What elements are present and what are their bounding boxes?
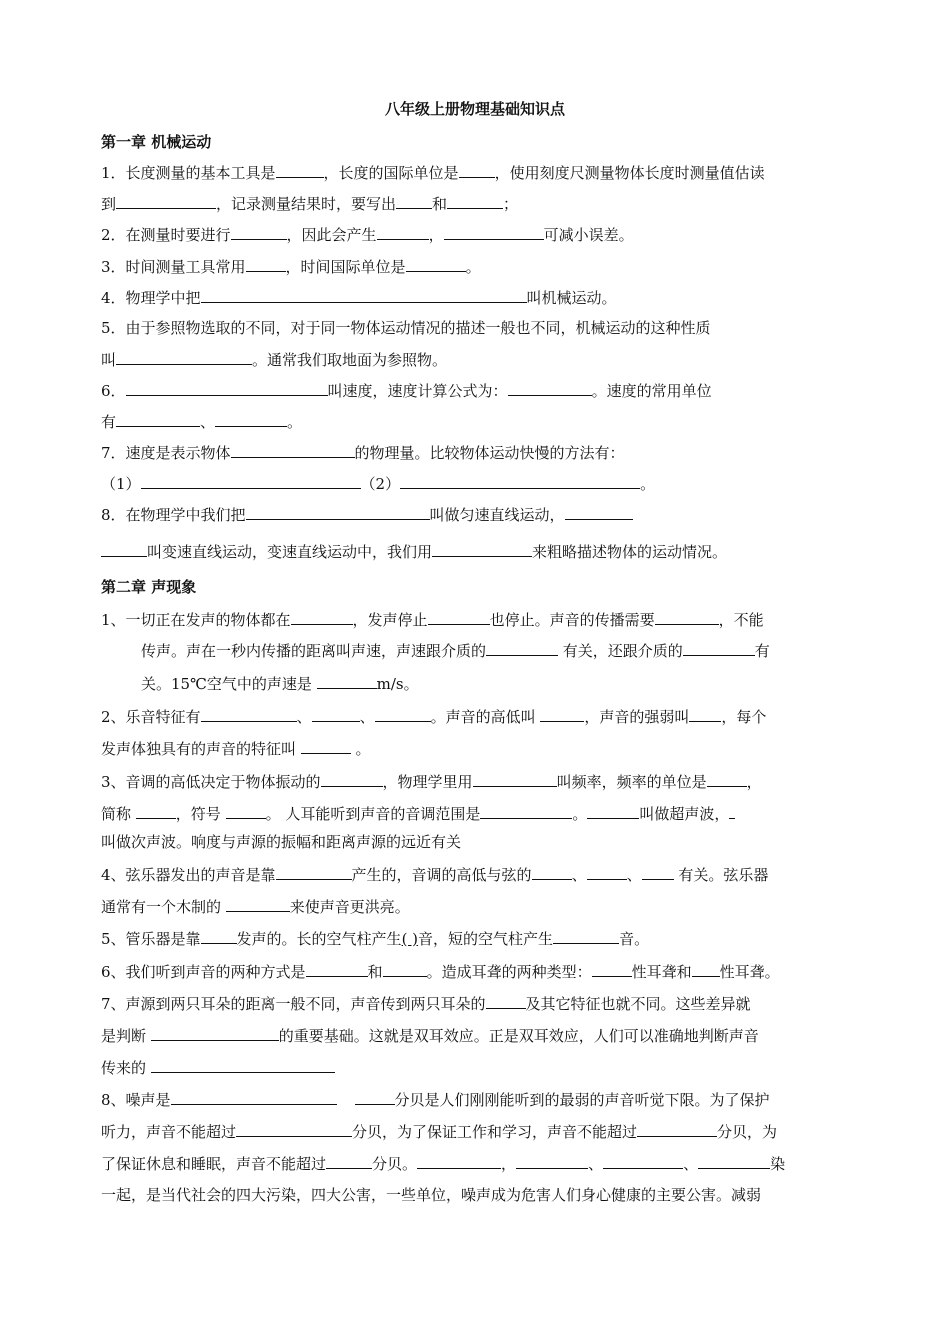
text: 叫做匀速直线运动， (429, 506, 565, 524)
text: 一起，是当代社会的四大污染，四大公害，一些单位，噪声成为危害人们身心健康的主要公害。减弱 (101, 1186, 762, 1204)
text: 。 (640, 475, 656, 493)
text: 传来的 (101, 1059, 151, 1077)
text: 关。15℃空气中的声速是 (141, 675, 317, 693)
answer-blank[interactable] (101, 541, 147, 557)
c2-line-8a (101, 1089, 770, 1110)
text: 。造成耳聋的两种类型： (426, 963, 592, 981)
text: 分贝是人们刚刚能听到的最弱的声音听觉下限。为了保护 (394, 1091, 770, 1109)
text: 和 (367, 963, 383, 981)
text: 的重要基础。这就是双耳效应。正是双耳效应，人们可以准确地判断声音 (278, 1027, 759, 1045)
text: 及其它特征也就不同。这些差异就 (525, 995, 751, 1013)
text: ，因此会产生 (286, 226, 377, 244)
answer-blank[interactable] (116, 193, 216, 209)
answer-blank[interactable] (215, 411, 287, 427)
text: 7、声源到两只耳朵的距离一般不同，声音传到两只耳朵的 (101, 995, 486, 1013)
c2-line-2a (101, 706, 766, 727)
text: 7．速度是表示物体 (101, 444, 231, 462)
text: 、 (359, 708, 375, 726)
text: 和 (432, 195, 448, 213)
text: ， (746, 773, 762, 791)
text: ，物理学里用 (382, 773, 473, 791)
c1-line-2 (101, 224, 634, 245)
text: 产生的，音调的高低与弦的 (351, 866, 532, 884)
text: 4．物理学中把 (101, 289, 201, 307)
text: 2、乐音特征有 (101, 708, 201, 726)
text: ，声音的强弱叫 (584, 708, 690, 726)
text: 8．在物理学中我们把 (101, 506, 246, 524)
c2-line-1c (141, 673, 419, 694)
text: 可减小误差。 (543, 226, 634, 244)
text: 。 (350, 740, 371, 758)
text: 也停止。声音的传播需要 (489, 611, 655, 629)
answer-blank[interactable] (655, 609, 719, 625)
c2-line-3a (101, 771, 762, 792)
text: 1．长度测量的基本工具是 (101, 164, 276, 182)
answer-blank[interactable] (698, 1153, 770, 1169)
answer-blank[interactable] (236, 1121, 352, 1137)
answer-blank[interactable] (312, 706, 360, 722)
text: 。声音的高低叫 (430, 708, 541, 726)
text: 到 (101, 195, 117, 213)
answer-blank[interactable] (276, 864, 352, 880)
answer-blank[interactable] (592, 961, 632, 977)
answer-blank[interactable] (692, 961, 720, 977)
answer-blank[interactable] (201, 287, 527, 303)
text: 、 (200, 413, 216, 431)
answer-blank[interactable] (116, 411, 200, 427)
answer-blank[interactable] (553, 928, 619, 944)
text: 发声体独具有的声音的特征叫 (101, 740, 301, 758)
text: 、 (296, 708, 312, 726)
answer-blank[interactable] (729, 803, 735, 819)
c1-line-8b (101, 541, 727, 562)
text: 、 (571, 866, 587, 884)
text: m/s。 (376, 675, 419, 693)
text: ， (501, 1155, 517, 1173)
c2-line-4a (101, 864, 768, 885)
answer-blank[interactable] (226, 896, 290, 912)
text: 叫 (101, 351, 117, 369)
text: 叫机械运动。 (526, 289, 617, 307)
answer-blank[interactable] (683, 640, 755, 656)
text: ，时间国际单位是 (285, 258, 406, 276)
c1-line-7a (101, 442, 625, 463)
text: 。通常我们取地面为参照物。 (252, 351, 448, 369)
answer-blank[interactable] (417, 1153, 501, 1169)
text: 5、管乐器是靠 (101, 930, 201, 948)
text: 听力，声音不能超过 (101, 1123, 237, 1141)
answer-blank[interactable] (171, 1089, 337, 1105)
c2-line-3b (101, 803, 735, 824)
answer-blank[interactable] (444, 224, 544, 240)
answer-blank[interactable] (151, 1025, 279, 1041)
text: 发声的。长的空气柱产生 (236, 930, 402, 948)
c2-line-1b (141, 640, 770, 661)
text: 3、音调的高低决定于物体振动的 (101, 773, 321, 791)
answer-blank[interactable] (486, 993, 526, 1009)
answer-blank[interactable] (151, 1057, 335, 1073)
c1-line-6b (101, 411, 302, 432)
answer-blank[interactable] (317, 673, 377, 689)
c2-line-5 (101, 928, 649, 949)
text: ，不能 (718, 611, 764, 629)
answer-blank[interactable] (231, 224, 287, 240)
text: 性耳聋和 (631, 963, 692, 981)
text: ，每个 (721, 708, 767, 726)
text: ； (503, 195, 519, 213)
c2-line-8d (101, 1185, 761, 1205)
text: 染 (770, 1155, 786, 1173)
text: 。速度的常用单位 (591, 382, 712, 400)
answer-blank[interactable] (508, 380, 592, 396)
text: 。 (287, 413, 303, 431)
c1-line-7b (101, 473, 655, 494)
answer-blank[interactable] (136, 803, 176, 819)
text: ， (428, 226, 444, 244)
answer-blank[interactable] (516, 1153, 588, 1169)
c1-line-6a (101, 380, 712, 401)
text: 音。 (619, 930, 650, 948)
text: 。 人耳能听到声音的音调范围是 (265, 805, 481, 823)
text: （2） (360, 475, 401, 493)
text: 的物理量。比较物体运动快慢的方法有： (354, 444, 625, 462)
answer-blank[interactable] (126, 380, 328, 396)
text: 4、弦乐器发出的声音是靠 (101, 866, 276, 884)
c1-line-1a (101, 162, 765, 183)
chapter-1-heading: 第一章 机械运动 (101, 133, 212, 151)
answer-blank[interactable] (480, 803, 572, 819)
c1-line-8a (101, 504, 633, 525)
text: 叫变速直线运动，变速直线运动中，我们用 (147, 543, 433, 561)
answer-blank[interactable] (355, 1089, 395, 1105)
text: 2．在测量时要进行 (101, 226, 231, 244)
c2-line-7c (101, 1057, 335, 1078)
text: 音，短的空气柱产生 (418, 930, 554, 948)
text: 有 (101, 413, 117, 431)
text: 叫频率，频率的单位是 (556, 773, 707, 791)
answer-blank[interactable] (383, 961, 427, 977)
text: 叫做超声波， (639, 805, 730, 823)
answer-blank[interactable] (447, 193, 503, 209)
text: ，符号 (175, 805, 226, 823)
c1-line-5b (101, 349, 447, 370)
text: 、 (683, 1155, 699, 1173)
answer-blank[interactable] (707, 771, 747, 787)
text: 、 (588, 1155, 604, 1173)
answer-blank[interactable] (375, 706, 431, 722)
text: 6． (101, 382, 126, 400)
answer-blank[interactable] (301, 738, 351, 754)
c2-line-3c (101, 832, 461, 852)
chapter-2-heading: 第二章 声现象 (101, 578, 197, 596)
answer-blank[interactable] (326, 1153, 372, 1169)
answer-blank[interactable] (246, 504, 430, 520)
c2-line-8c (101, 1153, 785, 1174)
text: 分贝，为 (717, 1123, 778, 1141)
text: 分贝。 (372, 1155, 418, 1173)
text: 叫做次声波。响度与声源的振幅和距离声源的远近有关 (101, 833, 462, 851)
c1-line-1b (101, 193, 518, 214)
answer-blank[interactable] (637, 1121, 717, 1137)
c2-line-2b (101, 738, 371, 759)
answer-blank[interactable] (246, 256, 286, 272)
answer-blank[interactable] (587, 803, 639, 819)
answer-parenthesis[interactable]: ( ) (401, 930, 419, 948)
text: 简称 (101, 805, 136, 823)
text: 通常有一个木制的 (101, 898, 226, 916)
answer-blank[interactable] (306, 961, 368, 977)
answer-blank[interactable] (201, 928, 237, 944)
text: 。 (572, 805, 588, 823)
answer-blank[interactable] (201, 706, 297, 722)
text: 来粗略描述物体的运动情况。 (532, 543, 728, 561)
text: 是判断 (101, 1027, 151, 1045)
answer-blank[interactable] (642, 864, 674, 880)
answer-blank[interactable] (428, 609, 490, 625)
answer-blank[interactable] (226, 803, 266, 819)
text: 了保证休息和睡眠，声音不能超过 (101, 1155, 327, 1173)
text: ，发声停止 (352, 611, 428, 629)
answer-blank[interactable] (587, 864, 627, 880)
answer-blank[interactable] (291, 609, 353, 625)
answer-blank[interactable] (321, 771, 383, 787)
text: 6、我们听到声音的两种方式是 (101, 963, 306, 981)
answer-blank[interactable] (400, 473, 640, 489)
answer-blank[interactable] (532, 864, 572, 880)
text: 叫速度，速度计算公式为： (327, 382, 508, 400)
answer-blank[interactable] (603, 1153, 683, 1169)
text: ，记录测量结果时，要写出 (216, 195, 397, 213)
c1-line-3 (101, 256, 481, 277)
answer-blank[interactable] (565, 504, 633, 520)
c2-line-7b (101, 1025, 759, 1046)
answer-blank[interactable] (486, 640, 558, 656)
text: 传声。声在一秒内传播的距离叫声速，声速跟介质的 (141, 642, 487, 660)
text: 5．由于参照物选取的不同，对于同一物体运动情况的描述一般也不同，机械运动的这种性质 (101, 319, 711, 337)
text: ，使用刻度尺测量物体长度时测量值估读 (494, 164, 765, 182)
c2-line-7a (101, 993, 751, 1014)
document-title: 八年级上册物理基础知识点 (384, 100, 565, 118)
answer-blank[interactable] (459, 162, 495, 178)
text: 3．时间测量工具常用 (101, 258, 246, 276)
answer-blank[interactable] (377, 224, 429, 240)
text: 、 (626, 866, 642, 884)
answer-blank[interactable] (473, 771, 557, 787)
text: 有关，还跟介质的 (558, 642, 683, 660)
c2-line-6 (101, 961, 780, 982)
answer-blank[interactable] (540, 706, 584, 722)
c2-line-8b (101, 1121, 777, 1142)
c2-line-1a (101, 609, 764, 630)
text: 有关。弦乐器 (673, 866, 769, 884)
answer-blank[interactable] (231, 442, 355, 458)
text: 。 (465, 258, 481, 276)
answer-blank[interactable] (689, 706, 721, 722)
answer-blank[interactable] (396, 193, 432, 209)
text: 来使声音更洪亮。 (289, 898, 410, 916)
text: 性耳聋。 (719, 963, 780, 981)
answer-blank[interactable] (276, 162, 324, 178)
text: 有 (754, 642, 770, 660)
answer-blank[interactable] (116, 349, 252, 365)
text: ，长度的国际单位是 (323, 164, 459, 182)
answer-blank[interactable] (141, 473, 361, 489)
c1-line-5a (101, 318, 711, 338)
text: 1、一切正在发声的物体都在 (101, 611, 291, 629)
answer-blank[interactable] (432, 541, 532, 557)
text: （1） (101, 475, 141, 493)
text: 8、噪声是 (101, 1091, 171, 1109)
c2-line-4b (101, 896, 410, 917)
c1-line-4 (101, 287, 617, 308)
text: 分贝，为了保证工作和学习，声音不能超过 (352, 1123, 638, 1141)
answer-blank[interactable] (406, 256, 466, 272)
